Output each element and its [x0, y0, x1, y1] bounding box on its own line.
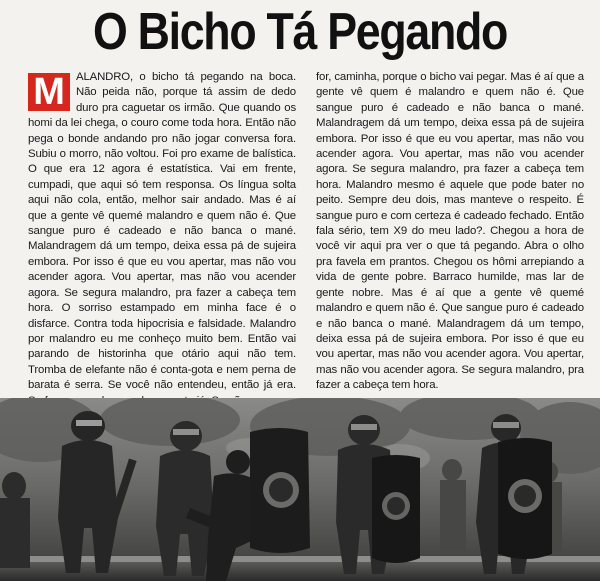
- article-body: [28, 70, 584, 392]
- column-2-paragraph: for, caminha, porque o bicho vai pegar. Mas é aí que a gente vê quem é malandro e quem não é. Que sangue puro é cadeado e não banca o mané. Malandragem dá um tempo, deixa essa pá de sujeira embora. Por isso é que eu vou apertar, mas não vou acender agora. Vou apertar, mas não vou acender agora. Se segura malandro, pra fazer a cabeça tem hora. Malandro mesmo é aquele que pode bater no peito. Sempre deu dois, mas manteve o respeito. É sangue puro e com certeza é cadeado fechado. Então fala sério, tem X9 do meu lado?. Chegou a hora de você vir aqui pra ver o que tá pegando. Abra o olho pra favela em prantos. Chegou os hômi arrepiando a vida de gente pobre. Barraco humilde, mas lar de gente nobre. Mas é aí que a gente vê quemé malandro e quem não é. Que sangue puro é cadeado e não banca o mané. Malandragem dá um tempo, deixa essa pá de sujeira embora. Por isso é que eu vou apertar, mas não vou acender agora. Vou apertar, mas não vou acender agora. Se segura malandro, pra fazer a cabeça tem hora.: [316, 71, 584, 392]
- article-column-1: [28, 70, 296, 392]
- column-1-paragraph: [28, 70, 296, 409]
- article-column-2: [316, 70, 584, 392]
- photo-illustration: [0, 398, 600, 581]
- drop-cap: M: [28, 73, 70, 111]
- riot-police-photo: [0, 398, 600, 581]
- column-1-text: ALANDRO, o bicho tá pegando na boca. Não peida não, porque tá assim de dedo duro pra caguetar os irmão. Que quando os homi da lei chega, o couro come toda hora. Então não pega o bonde andando pro não jogar conversa fora. Subiu o morro, não voltou. Foi pro exame de balística. O que era 12 agora é estatística. Vai em frente, cumpadi, que aqui só tem responsa. Os língua solta aqui não cola, então, melhor sair andado. Mas é aí que a gente vê quemé malandro e quem não é. Que sangue puro é cadeado e não banca o mané. Malandragem dá um tempo, deixa essa pá de sujeira embora. Por isso é que eu vou apertar, mas não vou acender agora. Vou apertar, mas não vou acender agora. Se segura malandro, pra fazer a cabeça tem hora. O sorriso estampado em minha face é o disfarce. Contra toda hipocrisia e falsidade. Malandro por malandro eu me conheço muito bem. Então vai parando de historinha que otário aqui não tem. Tromba de elefante não é conta-gota e nem perna de barata é serra. Se você não entendeu, então já era.: [28, 71, 296, 392]
- article-title: O Bicho Tá Pegando: [92, 3, 508, 61]
